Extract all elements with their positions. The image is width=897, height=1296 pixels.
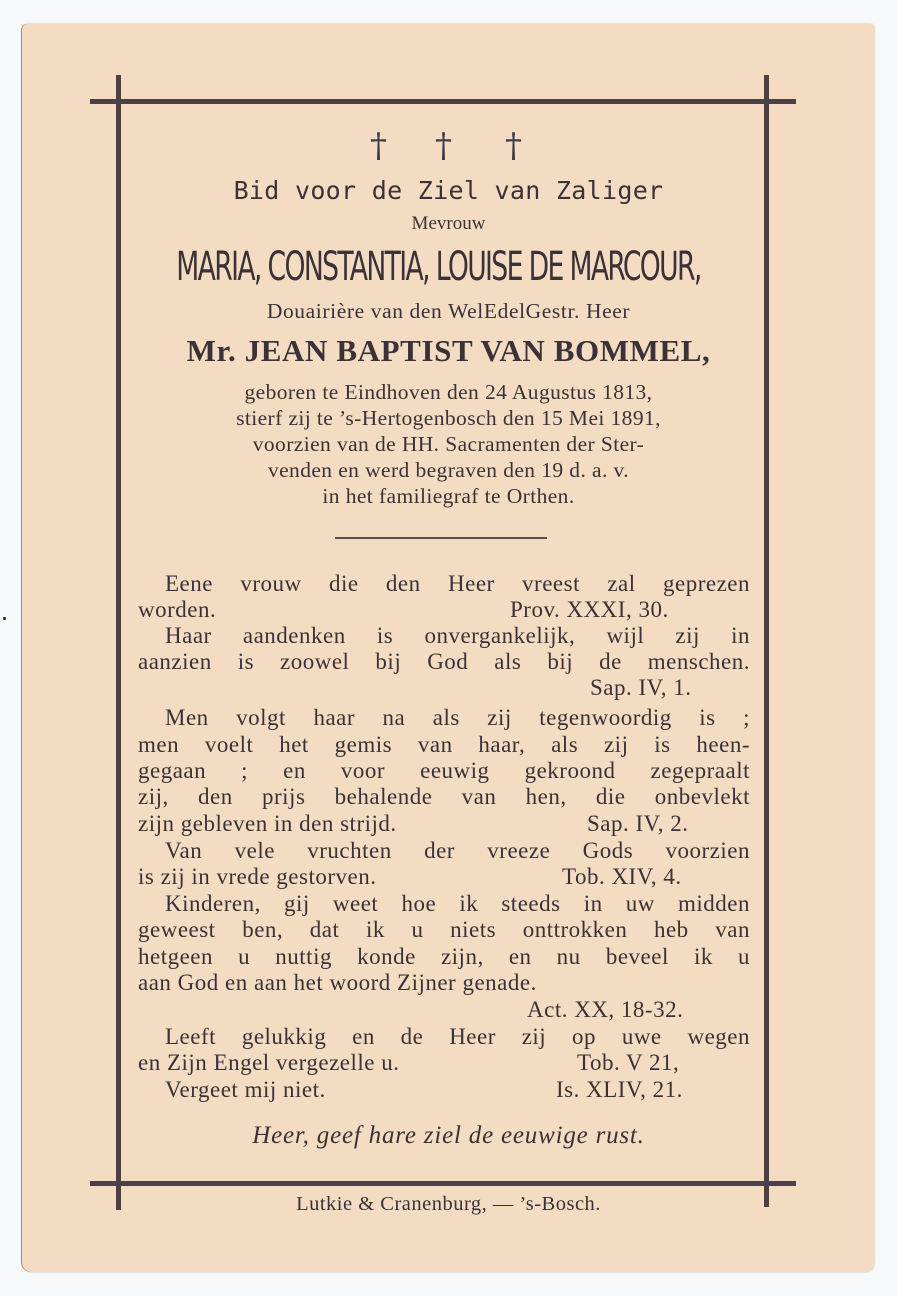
verse-reference: Prov. XXXI, 30. (510, 597, 669, 622)
verse-reference: Sap. IV, 2. (587, 811, 689, 836)
verse-reference: Is. XLIV, 21. (556, 1077, 683, 1102)
title-word: Mevrouw (411, 213, 486, 234)
bio-line: stierf zij te ’s-Hertogenbosch den 15 Mei 1891, (236, 406, 661, 430)
verse-line: Kinderen, gij weet hoe ik steeds in uw midden (165, 891, 750, 916)
verse-reference: Act. XX, 18-32. (527, 997, 684, 1022)
verse-line: Haar aandenken is onvergankelijk, wijl zij in (165, 623, 750, 648)
verse-line: geweest ben, dat ik u niets onttrokken heb van (138, 917, 750, 942)
printer-imprint: Lutkie & Cranenburg, — ’s-Bosch. (296, 1193, 601, 1215)
frame-bottom-rule (90, 1181, 796, 1186)
verse-line: Leeft gelukkig en de Heer zij op uwe wegen (165, 1024, 750, 1049)
verse-line: Vergeet mij niet. (165, 1077, 326, 1102)
dagger-icon: † (370, 126, 387, 166)
verse-line: aanzien is zoowel bij God als bij de menschen. (138, 649, 750, 674)
bio-line: voorzien van de HH. Sacramenten der Ster- (252, 432, 645, 456)
verse-line: men voelt het gemis van haar, als zij is heen- (138, 732, 750, 757)
verse-line: zijn gebleven in den strijd. (138, 811, 397, 836)
dagger-icon: † (435, 126, 452, 166)
paper-speck (3, 617, 6, 620)
verse-line: is zij in vrede gestorven. (138, 864, 377, 889)
separator-rule (335, 537, 547, 539)
deceased-name: MARIA, CONSTANTIA, LOUISE DE MARCOUR, (176, 244, 701, 290)
bio-line: in het familiegraf te Orthen. (322, 484, 575, 508)
spouse-name: Mr. JEAN BAPTIST VAN BOMMEL, (186, 333, 711, 368)
verse-line: aan God en aan het woord Zijner genade. (138, 970, 537, 995)
verse-line: Eene vrouw die den Heer vreest zal geprezen (165, 571, 750, 596)
heading: Bid voor de Ziel van Zaliger (233, 176, 664, 205)
verse-reference: Sap. IV, 1. (590, 675, 692, 700)
dagger-row (0, 124, 897, 168)
frame-top-rule (90, 99, 796, 104)
bio-line: venden en werd begraven den 19 d. a. v. (267, 458, 630, 482)
bio-line: geboren te Eindhoven den 24 Augustus 1813, (244, 380, 653, 404)
dagger-icon: † (505, 126, 522, 166)
verse-line: worden. (138, 597, 217, 622)
verse-reference: Tob. V 21, (577, 1050, 680, 1075)
verse-line: Van vele vruchten der vreeze Gods voorzien (165, 838, 750, 863)
verse-line: gegaan ; en voor eeuwig gekroond zegepraalt (138, 758, 750, 783)
verse-line: zij, den prijs behalende van hen, die onbevlekt (138, 784, 750, 809)
relation-line: Douairière van den WelEdelGestr. Heer (266, 299, 631, 323)
verse-reference: Tob. XIV, 4. (562, 864, 682, 889)
verse-line: en Zijn Engel vergezelle u. (138, 1050, 400, 1075)
verse-line: hetgeen u nuttig konde zijn, en nu beveel ik u (138, 944, 750, 969)
closing-prayer: Heer, geef hare ziel de eeuwige rust. (252, 1122, 645, 1149)
verse-line: Men volgt haar na als zij tegenwoordig is ; (165, 705, 750, 730)
